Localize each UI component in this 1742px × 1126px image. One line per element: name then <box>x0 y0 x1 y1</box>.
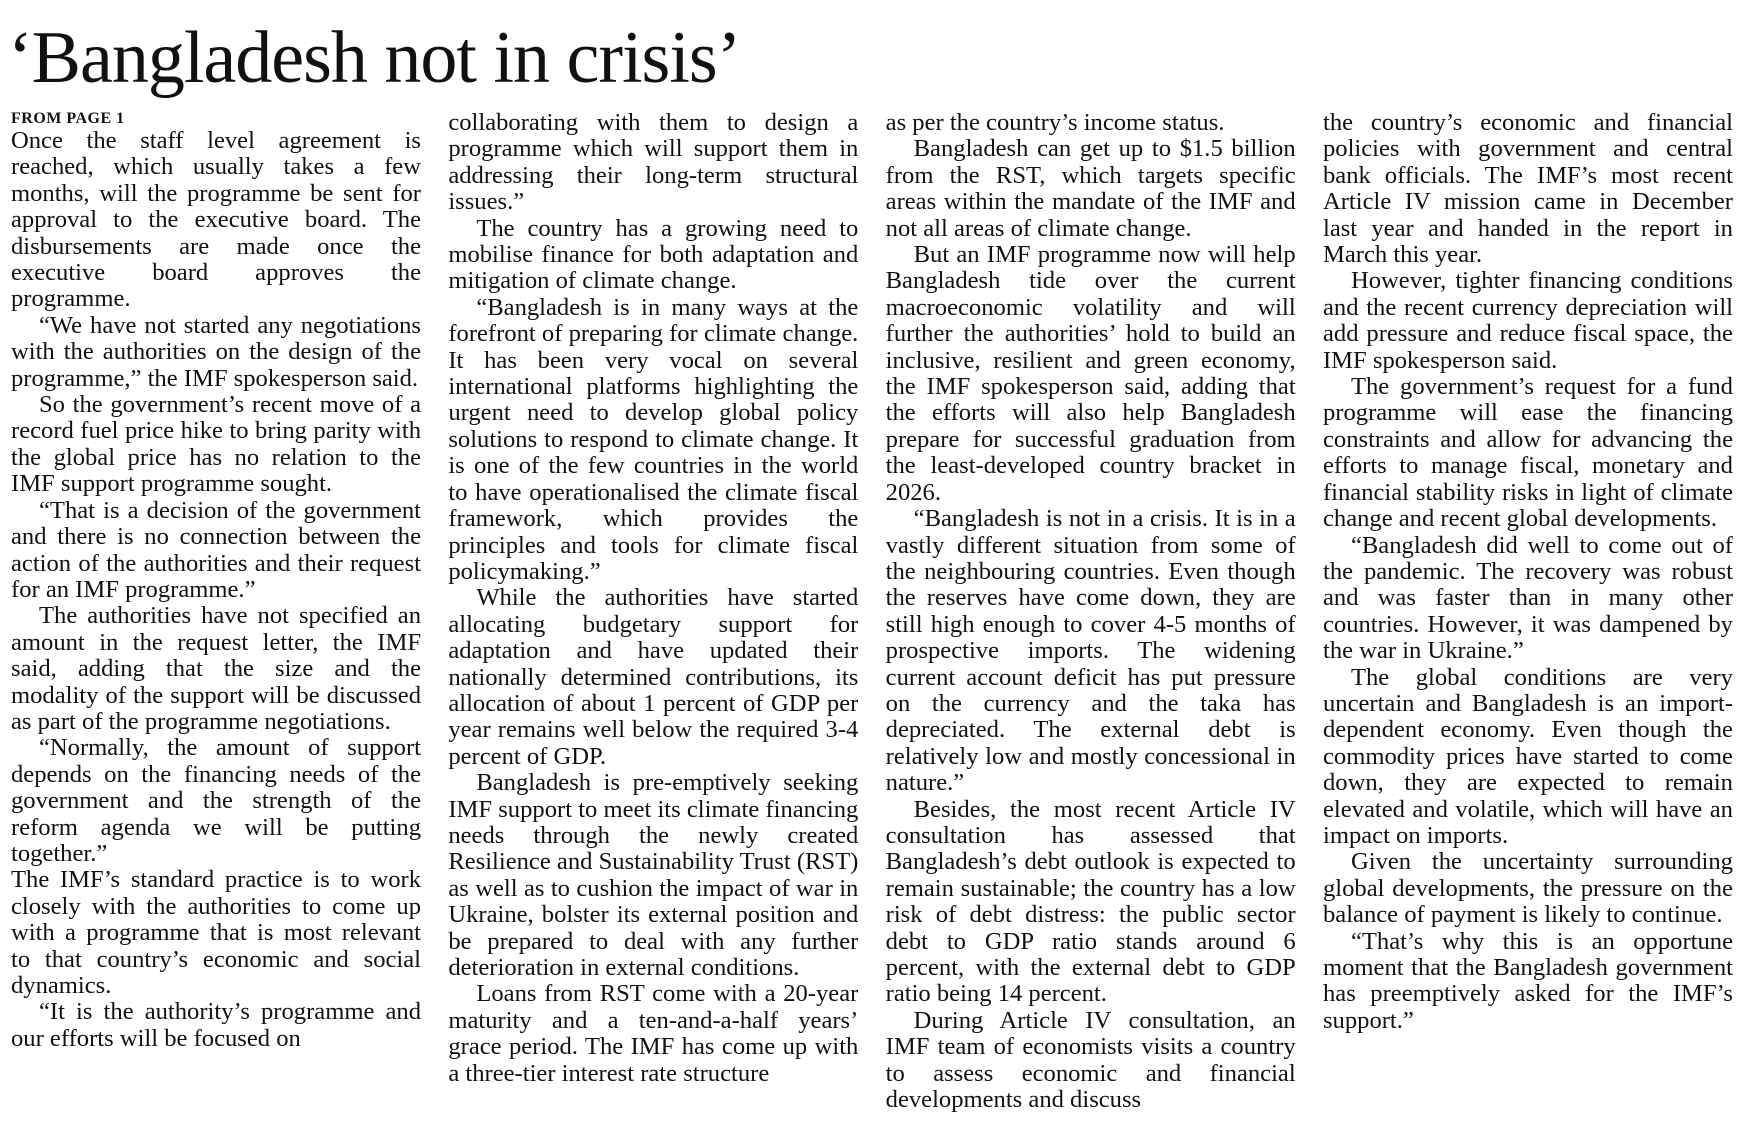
paragraph: However, tighter financing conditions and the recent currency depreciation will add pressure and reduce fiscal space, the IMF spokesperson said. <box>1322 267 1733 374</box>
column-3 <box>886 110 1296 1116</box>
paragraph: The global conditions are very uncertain and Bangladesh is an import-dependent economy. Even though the commodity prices have started to come down, they are expected to remain elevated and volatile, which will have an impact on imports. <box>1322 663 1733 849</box>
paragraph: During Article IV consultation, an IMF team of economists visits a country to assess economic and financial developments and discuss <box>885 1006 1296 1114</box>
paragraph: “We have not started any negotiations with the authorities on the design of the programme,” the IMF spokesperson said. <box>11 311 421 392</box>
paragraph: “Normally, the amount of support depends on the financing needs of the government and the strength of the reform agenda we will be putting together.” <box>11 734 421 867</box>
paragraph: So the government’s recent move of a record fuel price hike to bring parity with the global price has no relation to the IMF support programme sought. <box>11 391 421 498</box>
paragraph: The government’s request for a fund programme will ease the financing constraints and allow for advancing the efforts to manage fiscal, monetary and financial stability risks in light of climate change and recent global developments. <box>1322 373 1733 533</box>
paragraph: Loans from RST come with a 20-year maturity and a ten-and-a-half years’ grace period. The IMF has come up with a three-tier interest rate structure <box>448 980 859 1087</box>
article-body <box>11 110 1733 1116</box>
paragraph: as per the country’s income status. <box>885 110 1225 136</box>
column-1 <box>11 110 421 1116</box>
paragraph: Given the uncertainty surrounding global developments, the pressure on the balance of payment is likely to continue. <box>1322 848 1733 929</box>
paragraph: Once the staff level agreement is reached, which usually takes a few months, will the programme be sent for approval to the executive board. The disbursements are made once the executive board approves the programme. <box>11 127 421 313</box>
paragraph: “It is the authority’s programme and our efforts will be focused on <box>11 998 421 1052</box>
headline: ‘Bangladesh not in crisis’ <box>8 17 741 99</box>
paragraph: Besides, the most recent Article IV consultation has assessed that Bangladesh’s debt outlook is expected to remain sustainable; the country has a low risk of debt distress: the public sector debt to GDP ratio stands around 6 percent, with the external debt to GDP ratio being 14 percent. <box>885 795 1296 1008</box>
paragraph: But an IMF programme now will help Bangladesh tide over the current macroeconomic volatility and will further the authorities’ hold to build an inclusive, resilient and green economy, the IMF spokesperson said, adding that the efforts will also help Bangladesh prepare for successful graduation from the least-developed country bracket in 2026. <box>885 241 1296 506</box>
paragraph: Bangladesh is pre-emptively seeking IMF support to meet its climate financing needs through the newly created Resilience and Sustainability Trust (RST) as well as to cushion the impact of war in Ukraine, bolster its external position and be prepared to deal with any further deterioration in external conditions. <box>448 769 859 981</box>
column-4 <box>1323 110 1733 1116</box>
paragraph: Bangladesh can get up to $1.5 billion from the RST, which targets specific areas within the mandate of the IMF and not all areas of climate change. <box>885 135 1296 242</box>
paragraph: The IMF’s standard practice is to work closely with the authorities to come up with a programme that is most relevant to that country’s economic and social dynamics. <box>11 866 421 999</box>
paragraph: The country has a growing need to mobilise finance for both adaptation and mitigation of climate change. <box>448 214 859 295</box>
paragraph: collaborating with them to design a programme which will support them in addressing their long-term structural issues.” <box>448 110 859 216</box>
paragraph: While the authorities have started allocating budgetary support for adaptation and have updated their nationally determined contributions, its allocation of about 1 percent of GDP per year remains well below the required 3-4 percent of GDP. <box>448 584 859 770</box>
paragraph: “Bangladesh did well to come out of the pandemic. The recovery was robust and was faster than in many other countries. However, it was dampened by the war in Ukraine.” <box>1322 531 1733 665</box>
paragraph: The authorities have not specified an amount in the request letter, the IMF said, adding that the size and the modality of the support will be discussed as part of the programme negotiations. <box>11 602 421 735</box>
paragraph: “That’s why this is an opportune moment that the Bangladesh government has preemptively asked for the IMF’s support.” <box>1322 927 1733 1034</box>
paragraph: “Bangladesh is not in a crisis. It is in a vastly different situation from some of the neighbouring countries. Even though the reserves have come down, they are still high enough to cover 4-5 months of prospective imports. The widening current account deficit has put pressure on the currency and the taka has depreciated. The external debt is relatively low and mostly concessional in nature.” <box>885 505 1296 797</box>
paragraph: “That is a decision of the government and there is no connection between the action of the authorities and their request for an IMF programme.” <box>11 496 421 603</box>
paragraph: the country’s economic and financial policies with government and central bank officials. The IMF’s most recent Article IV mission came in December last year and handed in the report in March this year. <box>1322 110 1733 269</box>
paragraph: “Bangladesh is in many ways at the forefront of preparing for climate change. It has been very vocal on several international platforms highlighting the urgent need to develop global policy solutions to respond to climate change. It is one of the few countries in the world to have operationalised the climate fiscal framework, which provides the principles and tools for climate fiscal policymaking.” <box>448 293 859 585</box>
column-2 <box>448 110 858 1116</box>
kicker: FROM PAGE 1 <box>11 110 125 127</box>
